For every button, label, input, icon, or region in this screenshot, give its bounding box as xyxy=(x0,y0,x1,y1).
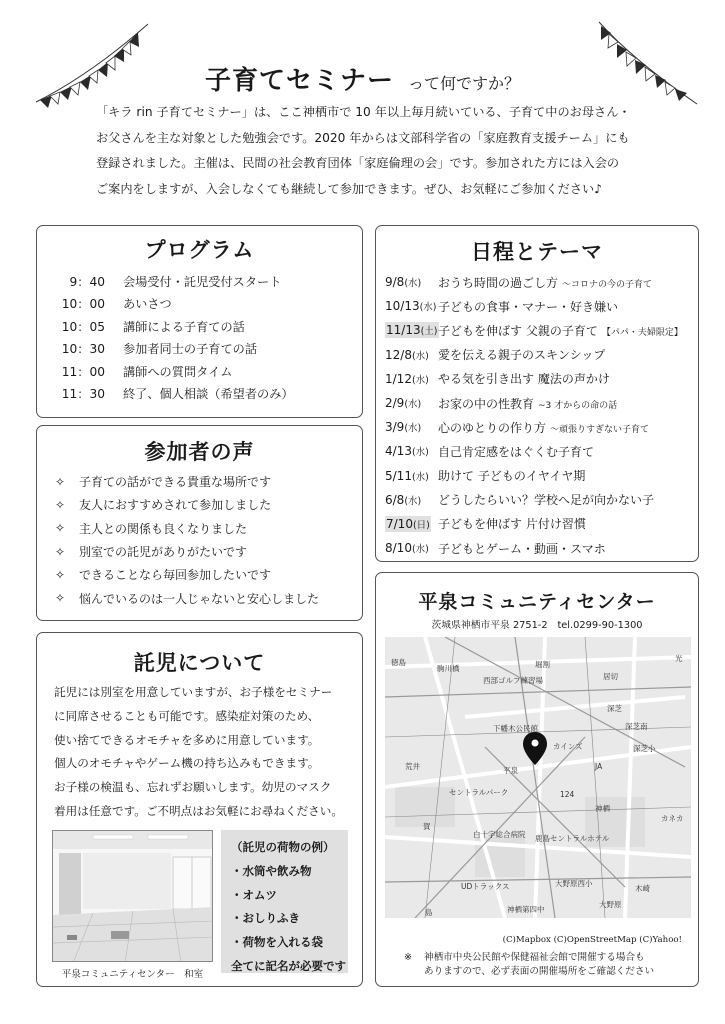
map-label: カネカ xyxy=(661,814,684,823)
map-label: 西部ゴルフ練習場 xyxy=(483,676,543,685)
center-title: 平泉コミュニティセンター xyxy=(418,591,656,613)
schedule-date xyxy=(376,517,436,531)
schedule-date xyxy=(376,348,436,362)
schedule-theme-text: どうしたらいい？学校へ足が向かない子 xyxy=(438,493,655,508)
map-label: 荒井 xyxy=(405,762,420,771)
map-credit: (C)Mapbox (C)OpenStreetMap (C)Yahoo! xyxy=(502,935,682,945)
program-label: 講師による子育ての話 xyxy=(123,319,245,334)
schedule-date xyxy=(376,541,436,555)
schedule-theme xyxy=(436,467,585,484)
map-label: 大野原西小 xyxy=(555,879,593,888)
schedule-row xyxy=(376,512,698,536)
schedule-note: ～頑張りすぎない子育て xyxy=(550,424,650,435)
room-photo xyxy=(52,830,213,962)
item-entry: ・オムツ xyxy=(231,887,277,902)
items-footer: 全てに記名が必要です xyxy=(231,958,346,973)
schedule-theme-text: 子どもを伸ばす 父親の子育て xyxy=(438,323,598,338)
schedule-theme-text: 愛を伝える親子のスキンシップ xyxy=(438,348,606,363)
schedule-date-text: 7/10 xyxy=(386,516,413,531)
intro-line: 「キラ rin 子育てセミナー」は、ここ神栖市で 10 年以上毎月続いている、子育て中のお母さん・ xyxy=(96,105,631,119)
map-label: カインズ xyxy=(553,742,583,751)
program-label: あいさつ xyxy=(123,297,172,312)
schedule-weekday: (水) xyxy=(404,423,422,435)
map-label: 下幡木公民館 xyxy=(493,724,538,733)
sparkle-icon: ✧ xyxy=(55,521,66,536)
schedule-theme xyxy=(436,395,617,412)
schedule-weekday: (水) xyxy=(411,350,429,362)
schedule-row xyxy=(376,294,698,318)
schedule-weekday: (水) xyxy=(404,495,422,507)
program-row xyxy=(37,360,362,383)
schedule-theme xyxy=(436,298,618,315)
schedule-row xyxy=(376,488,698,512)
item-entry: ・おしりふき xyxy=(231,911,300,926)
program-time: 10：05 xyxy=(61,319,105,334)
schedule-theme xyxy=(436,540,606,557)
map-label: 駒川橋 xyxy=(437,664,460,673)
program-time: 10：00 xyxy=(61,297,105,312)
schedule-theme xyxy=(436,370,610,387)
map-label: セントラルパーク xyxy=(449,788,509,797)
voice-text: 悩んでいるのは一人じゃないと安心しました xyxy=(79,591,320,606)
schedule-date-text: 1/12 xyxy=(385,371,412,386)
schedule-date xyxy=(376,299,436,313)
voice-text: 主人との関係も良くなりました xyxy=(79,521,248,536)
title-sub: って何ですか？ xyxy=(408,74,521,93)
schedule-row xyxy=(376,415,698,439)
schedule-theme-text: おうち時間の過ごし方 xyxy=(438,275,559,290)
items-title: （託児の荷物の例） xyxy=(231,840,335,854)
childcare-line: 着用は任意です。ご不明点はお気軽にお尋ねください。 xyxy=(54,803,343,818)
map-label: UDトラックス xyxy=(461,882,510,891)
map-label: 居切 xyxy=(603,672,618,681)
schedule-weekday: (水) xyxy=(419,302,437,314)
program-row xyxy=(37,338,362,361)
map-label: 木崎 xyxy=(635,884,650,893)
schedule-date-text: 9/8 xyxy=(385,275,405,290)
voice-text: 別室での託児がありがたいです xyxy=(79,545,248,560)
childcare-line: お子様の検温も、忘れずお願いします。幼児のマスク xyxy=(54,780,332,795)
schedule-date-text: 10/13 xyxy=(385,299,420,314)
schedule-theme xyxy=(436,515,586,532)
schedule-date xyxy=(376,493,436,507)
note-mark: ※ xyxy=(404,952,413,963)
map-label: 深芝 xyxy=(607,704,622,713)
schedule-row xyxy=(376,270,698,294)
map-label: 神栖第四中 xyxy=(507,905,545,914)
sparkle-icon: ✧ xyxy=(55,567,66,582)
map-label: 賀 xyxy=(423,822,431,831)
schedule-date xyxy=(376,275,436,289)
schedule-date-text: 11/13 xyxy=(386,323,421,338)
intro-line: 登録されました。主催は、民間の社会教育団体「家庭倫理の会」です。参加された方には入会の xyxy=(96,156,620,170)
map-label: 白十字総合病院 xyxy=(473,830,526,839)
room-photo-caption: 平泉コミュニティセンター 和室 xyxy=(61,969,204,980)
schedule-row xyxy=(376,464,698,488)
schedule-weekday: (水) xyxy=(411,374,429,386)
voice-item xyxy=(37,517,362,540)
childcare-text xyxy=(37,681,362,824)
program-label: 参加者同士の子育ての話 xyxy=(123,342,258,357)
center-address: 茨城県神栖市平泉 2751-2 tel.0299-90-1300 xyxy=(431,620,643,631)
schedule-row xyxy=(376,343,698,367)
center-note xyxy=(404,951,654,979)
note-line: ありますので、必ず表面の開催場所をご確認ください xyxy=(424,966,655,977)
sparkle-icon: ✧ xyxy=(55,497,66,512)
schedule-theme-text: やる気を引き出す 魔法の声かけ xyxy=(438,372,610,387)
map-label: 大野原 xyxy=(599,900,622,909)
schedule-weekday: (日) xyxy=(412,519,430,531)
map-label: 深芝南 xyxy=(625,722,648,731)
map-label: 深芝小 xyxy=(633,744,656,753)
schedule-theme xyxy=(436,274,652,291)
schedule-weekday: (水) xyxy=(404,399,422,411)
schedule-box xyxy=(375,225,699,562)
program-box xyxy=(36,225,363,418)
schedule-weekday: (土) xyxy=(420,326,438,338)
intro-line: ご案内をしますが、入会しなくても継続して参加できます。ぜひ、お気軽にご参加ください♪ xyxy=(96,181,603,196)
schedule-theme-text: 助けて 子どものイヤイヤ期 xyxy=(438,469,586,484)
program-time: 11：30 xyxy=(61,387,105,402)
schedule-date xyxy=(376,420,436,434)
schedule-date xyxy=(376,323,436,337)
intro-line: お父さんを主な対象とした勉強会です。2020 年からは文部科学省の「家庭教育支援チーム」にも xyxy=(96,130,630,145)
program-label: 終了、個人相談（希望者のみ） xyxy=(123,387,294,402)
map-label: 光 xyxy=(675,654,683,663)
schedule-date-text: 12/8 xyxy=(385,347,412,362)
program-row xyxy=(37,383,362,406)
schedule-date-text: 5/11 xyxy=(385,468,412,483)
voice-text: 子育ての話ができる貴重な場所です xyxy=(79,475,272,490)
items-example-box xyxy=(221,830,348,973)
voices-box xyxy=(36,425,363,621)
schedule-row xyxy=(376,367,698,391)
intro-text xyxy=(96,100,656,202)
voice-item xyxy=(37,493,362,516)
childcare-line: 使い捨てできるオモチャを多めに用意しています。 xyxy=(54,732,320,747)
schedule-row xyxy=(376,536,698,560)
schedule-theme xyxy=(436,491,654,508)
schedule-date-text: 4/13 xyxy=(385,444,412,459)
voice-item xyxy=(37,470,362,493)
map-label: 徳島 xyxy=(391,658,406,667)
program-row xyxy=(37,270,362,293)
item-entry: ・荷物を入れる袋 xyxy=(231,935,323,950)
schedule-title: 日程とテーマ xyxy=(471,240,603,264)
map-label: 鹿島セントラルホテル xyxy=(535,834,610,843)
voice-item xyxy=(37,563,362,586)
schedule-note: ～コロナの今の子育て xyxy=(562,279,653,290)
title-main: 子育てセミナー xyxy=(204,66,394,96)
childcare-box xyxy=(36,632,363,987)
program-row xyxy=(37,293,362,316)
page-title xyxy=(0,60,725,97)
schedule-note: ~3 才からの命の話 xyxy=(538,400,618,411)
map-label: 島 xyxy=(425,908,433,917)
schedule-theme xyxy=(436,322,683,339)
schedule-date-text: 8/10 xyxy=(385,541,412,556)
voice-text: 友人におすすめされて参加しました xyxy=(79,498,272,513)
schedule-row xyxy=(376,391,698,415)
schedule-date xyxy=(376,372,436,386)
map-label: 神栖 xyxy=(595,804,610,813)
schedule-date xyxy=(376,444,436,458)
schedule-weekday: (水) xyxy=(411,544,429,556)
schedule-list xyxy=(376,270,698,560)
map-label: JA xyxy=(595,762,603,771)
schedule-note: 【パパ・夫婦限定】 xyxy=(601,327,683,338)
voice-text: できることなら毎回参加したいです xyxy=(79,568,272,583)
schedule-theme xyxy=(436,443,594,460)
program-label: 会場受付・託児受付スタート xyxy=(123,274,282,289)
schedule-theme-text: 子どもを伸ばす 片付け習慣 xyxy=(438,517,586,532)
program-label: 講師への質問タイム xyxy=(123,364,233,379)
schedule-weekday: (水) xyxy=(404,278,422,290)
schedule-theme-text: 子どもの食事・マナー・好き嫌い xyxy=(438,299,619,314)
voice-item xyxy=(37,586,362,609)
schedule-theme-text: お家の中の性教育 xyxy=(438,396,535,411)
schedule-date-text: 3/9 xyxy=(385,420,405,435)
schedule-date-text: 6/8 xyxy=(385,492,405,507)
map-label: 堀割 xyxy=(535,660,550,669)
center-box xyxy=(375,572,699,987)
map-label: 平泉 xyxy=(503,766,518,775)
schedule-weekday: (水) xyxy=(411,471,429,483)
childcare-line: 託児には別室を用意していますが、お子様をセミナー xyxy=(54,685,333,699)
schedule-date-text: 2/9 xyxy=(385,396,405,411)
voice-item xyxy=(37,540,362,563)
voices-title: 参加者の声 xyxy=(144,440,255,464)
sparkle-icon: ✧ xyxy=(55,591,66,606)
childcare-line: 個人のオモチャやゲーム機の持ち込みもできます。 xyxy=(54,756,320,771)
sparkle-icon: ✧ xyxy=(55,474,66,489)
schedule-theme xyxy=(436,346,605,363)
program-title: プログラム xyxy=(144,238,255,262)
program-time: 11：00 xyxy=(61,364,105,379)
schedule-theme xyxy=(436,419,649,436)
map[interactable] xyxy=(385,637,691,918)
schedule-weekday: (水) xyxy=(411,447,429,459)
schedule-row xyxy=(376,318,698,342)
schedule-theme-text: 子どもとゲーム・動画・スマホ xyxy=(438,541,606,556)
program-time: 9：40 xyxy=(69,274,105,289)
childcare-title: 託児について xyxy=(133,651,266,675)
program-row xyxy=(37,315,362,338)
program-time: 10：30 xyxy=(61,342,105,357)
map-label: 124 xyxy=(560,790,575,799)
schedule-row xyxy=(376,439,698,463)
sparkle-icon: ✧ xyxy=(55,544,66,559)
schedule-date xyxy=(376,469,436,483)
note-line: 神栖市中央公民館や保健福祉会館で開催する場合も xyxy=(424,952,645,963)
item-entry: ・水筒や飲み物 xyxy=(231,863,312,878)
schedule-theme-text: 自己肯定感をはぐくむ子育て xyxy=(438,444,595,459)
schedule-theme-text: 心のゆとりの作り方 xyxy=(438,420,547,435)
schedule-date xyxy=(376,396,436,410)
childcare-line: に同席させることも可能です。感染症対策のため、 xyxy=(54,708,320,723)
